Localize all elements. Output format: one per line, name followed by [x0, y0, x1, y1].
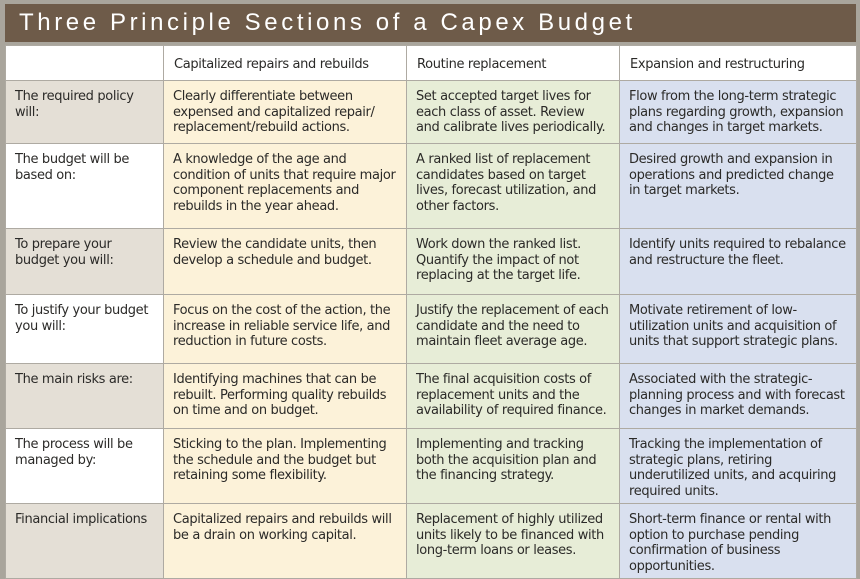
table-header-row: [6, 46, 857, 81]
cell-routine: Set accepted target lives for each class of asset. Review and calibrate lives periodically.: [407, 81, 620, 144]
table-row: [6, 364, 857, 429]
cell-capitalized: Review the candidate units, then develop a schedule and budget.: [164, 229, 407, 295]
row-label: The main risks are:: [6, 364, 164, 429]
cell-expansion: Identify units required to rebalance and restructure the fleet.: [620, 229, 857, 295]
capex-sections-table: [5, 45, 857, 579]
cell-capitalized: Sticking to the plan. Implementing the schedule and the budget but retaining some flexibility.: [164, 429, 407, 504]
table-row: [6, 81, 857, 144]
row-label: The budget will be based on:: [6, 144, 164, 229]
cell-capitalized: Capitalized repairs and rebuilds will be a drain on working capital.: [164, 504, 407, 579]
table-row: [6, 229, 857, 295]
header-capitalized-repairs: Capitalized repairs and rebuilds: [164, 46, 407, 81]
cell-expansion: Short-term finance or rental with option to purchase pending confirmation of business opportunities.: [620, 504, 857, 579]
table-row: [6, 295, 857, 364]
cell-capitalized: A knowledge of the age and condition of units that require major component replacements and rebuilds in the year ahead.: [164, 144, 407, 229]
cell-expansion: Motivate retirement of low-utilization units and acquisition of units that support strategic plans.: [620, 295, 857, 364]
cell-routine: The final acquisition costs of replacement units and the availability of required finance.: [407, 364, 620, 429]
cell-capitalized: Focus on the cost of the action, the increase in reliable service life, and reduction in future costs.: [164, 295, 407, 364]
table-row: [6, 504, 857, 579]
cell-expansion: Desired growth and expansion in operations and predicted change in target markets.: [620, 144, 857, 229]
cell-routine: A ranked list of replacement candidates based on target lives, forecast utilization, and other factors.: [407, 144, 620, 229]
page-title: Three Principle Sections of a Capex Budget: [5, 4, 856, 42]
capex-infographic: [5, 4, 856, 574]
row-label: The required policy will:: [6, 81, 164, 144]
cell-routine: Work down the ranked list. Quantify the impact of not replacing at the target life.: [407, 229, 620, 295]
cell-expansion: Associated with the strategic-planning process and with forecast changes in market demands.: [620, 364, 857, 429]
header-empty-cell: [6, 46, 164, 81]
cell-routine: Justify the replacement of each candidate and the need to maintain fleet average age.: [407, 295, 620, 364]
table-row: [6, 144, 857, 229]
cell-capitalized: Clearly differentiate between expensed and capitalized repair/ replacement/rebuild actions.: [164, 81, 407, 144]
row-label: To justify your budget you will:: [6, 295, 164, 364]
cell-capitalized: Identifying machines that can be rebuilt. Performing quality rebuilds on time and on budget.: [164, 364, 407, 429]
cell-expansion: Tracking the implementation of strategic plans, retiring underutilized units, and acquiring required units.: [620, 429, 857, 504]
row-label: The process will be managed by:: [6, 429, 164, 504]
cell-expansion: Flow from the long-term strategic plans regarding growth, expansion and changes in target markets.: [620, 81, 857, 144]
cell-routine: Implementing and tracking both the acquisition plan and the financing strategy.: [407, 429, 620, 504]
table-row: [6, 429, 857, 504]
cell-routine: Replacement of highly utilized units likely to be financed with long-term loans or leases.: [407, 504, 620, 579]
row-label: To prepare your budget you will:: [6, 229, 164, 295]
row-label: Financial implications: [6, 504, 164, 579]
header-expansion-restructuring: Expansion and restructuring: [620, 46, 857, 81]
header-routine-replacement: Routine replacement: [407, 46, 620, 81]
